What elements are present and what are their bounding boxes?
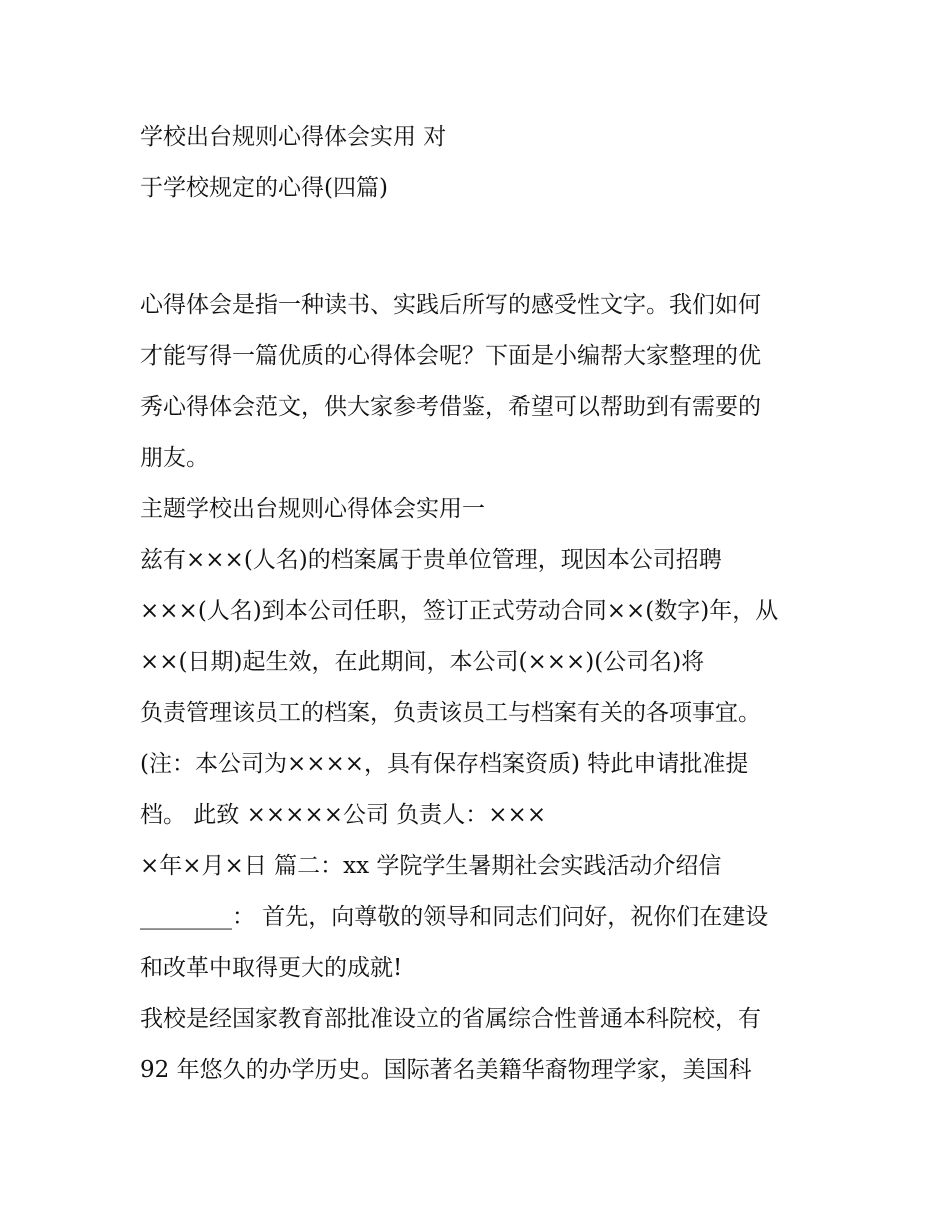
body-line: ×年×月×日 篇二：xx 学院学生暑期社会实践活动介绍信 <box>140 853 722 879</box>
body-line: 92 年悠久的办学历史。国际著名美籍华裔物理学家，美国科 <box>140 1057 752 1083</box>
document-title <box>140 112 840 214</box>
body-line: ________： 首先，向尊敬的领导和同志们问好，祝你们在建设 <box>140 904 769 930</box>
body-line: (注：本公司为××××，具有保存档案资质) 特此申请批准提 <box>140 751 749 777</box>
body-line: ××(日期)起生效，在此期间，本公司(×××)(公司名)将 <box>140 649 705 675</box>
body-line: 负责管理该员工的档案，负责该员工与档案有关的各项事宜。 <box>140 700 761 726</box>
body-line: 才能写得一篇优质的心得体会呢？下面是小编帮大家整理的优 <box>140 343 761 369</box>
body-line: 秀心得体会范文，供大家参考借鉴，希望可以帮助到有需要的 <box>140 394 761 420</box>
body-line: 兹有×××(人名)的档案属于贵单位管理，现因本公司招聘 <box>140 547 722 573</box>
document-body <box>140 280 830 1096</box>
body-line: ×××(人名)到本公司任职，签订正式劳动合同××(数字)年，从 <box>140 598 779 624</box>
body-line: 我校是经国家教育部批准设立的省属综合性普通本科院校，有 <box>140 1006 761 1032</box>
body-line: 朋友。 <box>140 445 209 471</box>
body-line: 和改革中取得更大的成就! <box>140 955 403 981</box>
section-heading: 主题学校出台规则心得体会实用一 <box>140 496 485 522</box>
title-line: 于学校规定的心得(四篇) <box>140 175 388 201</box>
body-line: 心得体会是指一种读书、实践后所写的感受性文字。我们如何 <box>140 292 761 318</box>
title-line: 学校出台规则心得体会实用 对 <box>140 124 447 150</box>
body-line: 档。 此致 ×××××公司 负责人：××× <box>140 802 547 828</box>
